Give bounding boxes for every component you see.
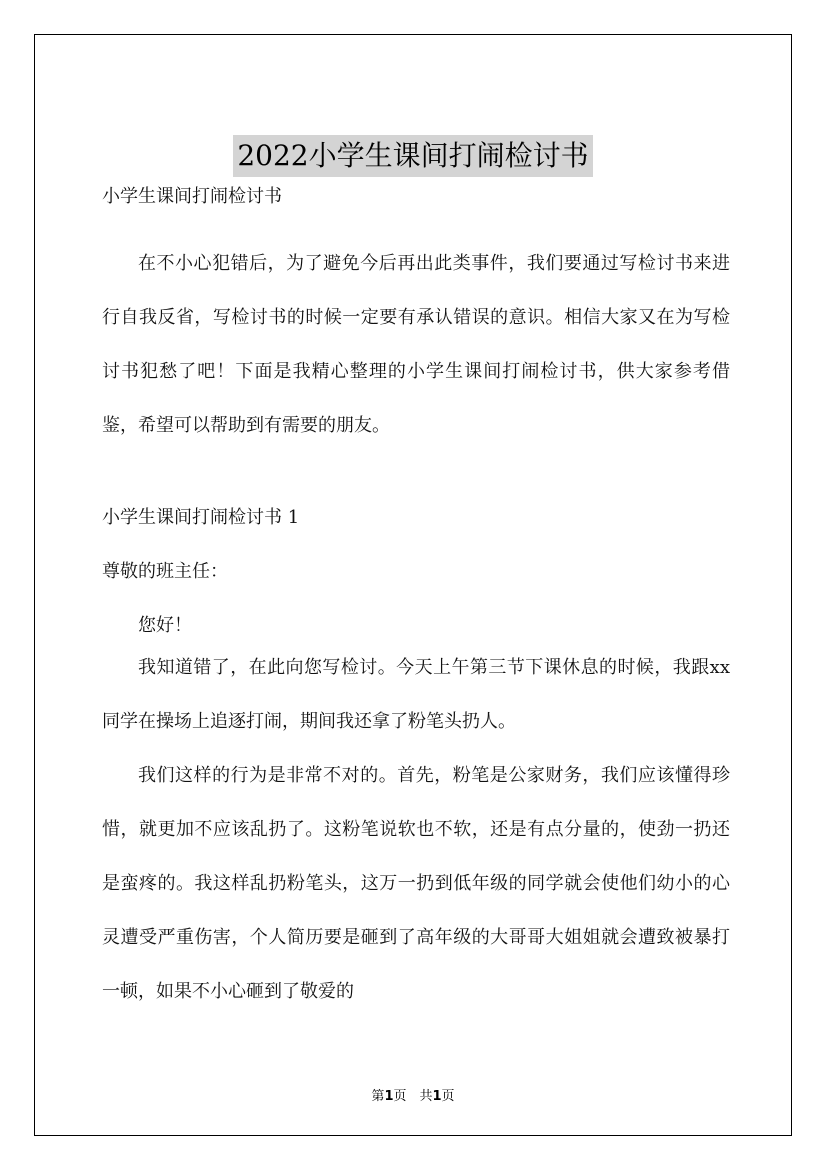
footer-suffix: 页 [441,1089,455,1104]
page-footer [35,1085,791,1104]
footer-total-pages: 1 [432,1089,442,1104]
subtitle: 小学生课间打闹检讨书 [102,186,282,207]
document-page [34,34,792,1136]
section-heading: 小学生课间打闹检讨书 1 [102,507,300,528]
letter-body [102,503,730,1019]
footer-mid: 页 共 [393,1089,433,1104]
letter-paragraph-2: 我们这样的行为是非常不对的。首先，粉笔是公家财务，我们应该懂得珍惜，就更加不应该乱扔了。这粉笔说软也不软，还是有点分量的，使劲一扔还是蛮疼的。我这样乱扔粉笔头，这万一扔到低年级的同学就会使他们幼小的心灵遭受严重伤害，个人简历要是砸到了高年级的大哥哥大姐姐就会遭致被暴打一顿，如果不小心砸到了敬爱的 [102,765,730,1002]
salutation: 尊敬的班主任： [102,561,228,582]
greeting: 您好！ [138,615,192,636]
intro-paragraph: 在不小心犯错后，为了避免今后再出此类事件，我们要通过写检讨书来进行自我反省，写检讨书的时候一定要有承认错误的意识。相信大家又在为写检讨书犯愁了吧！下面是我精心整理的小学生课间打闹检讨书，供大家参考借鉴，希望可以帮助到有需要的朋友。 [102,253,730,436]
footer-prefix: 第 [371,1089,385,1104]
document-body [102,182,730,453]
title-container [35,135,791,177]
footer-page-number: 1 [384,1089,394,1104]
document-title: 2022小学生课间打闹检讨书 [233,135,592,177]
letter-paragraph-1: 我知道错了，在此向您写检讨。今天上午第三节下课休息的时候，我跟xx同学在操场上追逐打闹，期间我还拿了粉笔头扔人。 [102,657,730,732]
